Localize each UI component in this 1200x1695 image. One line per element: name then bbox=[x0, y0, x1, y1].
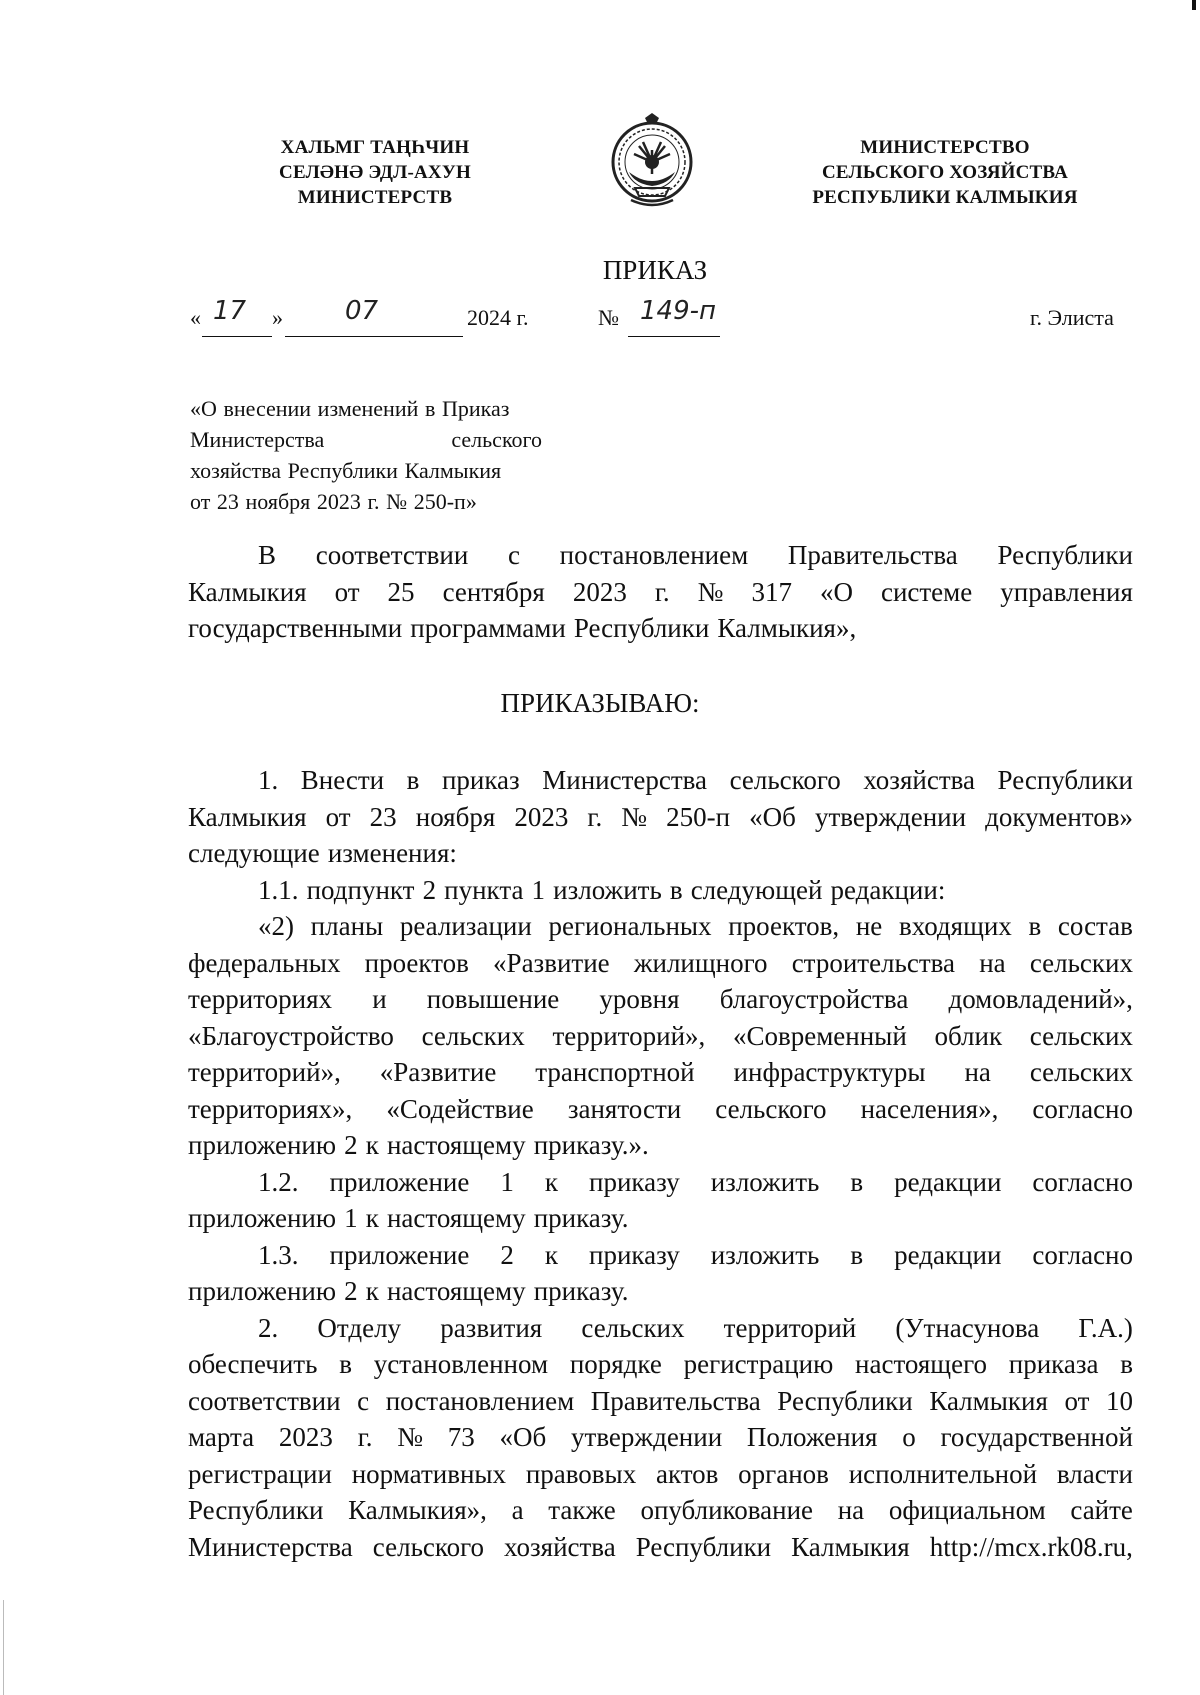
header-right-ministry-name bbox=[800, 135, 1090, 210]
body-line: «2) планы реализации региональных проектов, не входящих в состав bbox=[258, 911, 1133, 941]
header-right-line: СЕЛЬСКОГО ХОЗЯЙСТВА bbox=[821, 162, 1069, 183]
subject-line: Министерства сельского bbox=[190, 427, 542, 452]
date-month-handwritten: 07 bbox=[345, 296, 379, 326]
body-line: обеспечить в установленном порядке регистрацию настоящего приказа в bbox=[188, 1349, 1133, 1379]
body-line: 1. Внести в приказ Министерства сельского хозяйства Республики bbox=[258, 765, 1133, 795]
date-close-quote: » bbox=[272, 305, 283, 330]
scan-edge-line bbox=[3, 1600, 4, 1695]
header-left-line: СЕЛӘНӘ ЭДЛ-АХУН bbox=[279, 162, 471, 183]
preamble-line: В соответствии с постановлением Правительства Республики bbox=[258, 540, 1133, 570]
kalmykia-emblem-icon bbox=[609, 112, 695, 214]
body-line: Министерства сельского хозяйства Республики Калмыкия http://mcx.rk08.ru, bbox=[188, 1531, 1133, 1562]
body-line: 1.2. приложение 1 к приказу изложить в редакции согласно bbox=[258, 1166, 1133, 1197]
preamble bbox=[188, 537, 1133, 647]
header-left-line: ХАЛЬМГ ТАҢҺЧИН bbox=[280, 137, 470, 158]
body-line: территориях и повышение уровня благоустройства домовладений», bbox=[188, 984, 1133, 1014]
scan-edge-mark bbox=[1192, 0, 1196, 10]
subject-line: хозяйства Республики Калмыкия bbox=[190, 458, 502, 483]
order-body bbox=[188, 762, 1133, 1565]
body-line: регистрации нормативных правовых актов органов исполнительной власти bbox=[188, 1458, 1133, 1489]
body-line: федеральных проектов «Развитие жилищного строительства на сельских bbox=[188, 947, 1133, 978]
header-right-line: РЕСПУБЛИКИ КАЛМЫКИЯ bbox=[812, 187, 1078, 208]
body-line: 1.3. приложение 2 к приказу изложить в редакции согласно bbox=[258, 1239, 1133, 1270]
document-title: ПРИКАЗ bbox=[602, 255, 708, 285]
body-line: марта 2023 г. № 73 «Об утверждении Положения о государственной bbox=[188, 1422, 1133, 1452]
body-line: приложению 2 к настоящему приказу.». bbox=[188, 1130, 649, 1160]
subject-line: «О внесении изменений в Приказ bbox=[190, 396, 510, 421]
preamble-line: Калмыкия от 25 сентября 2023 г. № 317 «О системе управления bbox=[188, 576, 1133, 607]
date-day-handwritten: 17 bbox=[213, 296, 247, 326]
body-line: территориях», «Содействие занятости сельского населения», согласно bbox=[188, 1093, 1133, 1124]
subject-line: от 23 ноября 2023 г. № 250-п» bbox=[190, 489, 477, 514]
body-line: приложению 2 к настоящему приказу. bbox=[188, 1276, 629, 1306]
body-line: «Благоустройство сельских территорий», «Современный облик сельских bbox=[188, 1020, 1133, 1051]
body-line: Республики Калмыкия», а также опубликование на официальном сайте bbox=[188, 1495, 1133, 1525]
preamble-line: государственными программами Республики Калмыкия», bbox=[188, 613, 857, 643]
order-subject bbox=[190, 393, 542, 517]
city: г. Элиста bbox=[1030, 305, 1114, 330]
body-line: приложению 1 к настоящему приказу. bbox=[188, 1203, 629, 1233]
order-number-handwritten: 149-п bbox=[640, 296, 717, 326]
body-line: Калмыкия от 23 ноября 2023 г. № 250-п «Об утверждении документов» bbox=[188, 801, 1133, 832]
header-left-kalmyk-ministry bbox=[255, 135, 495, 210]
header-left-line: МИНИСТЕРСТВ bbox=[297, 187, 453, 208]
command-heading: ПРИКАЗЫВАЮ: bbox=[500, 688, 700, 718]
date-year: 2024 г. bbox=[467, 305, 529, 330]
date-open-quote: « bbox=[190, 305, 201, 330]
order-number-label: № bbox=[598, 305, 619, 330]
body-line: соответствии с постановлением Правительства Республики Калмыкия от 10 bbox=[188, 1385, 1133, 1416]
header-right-line: МИНИСТЕРСТВО bbox=[860, 137, 1030, 158]
body-line: территорий», «Развитие транспортной инфраструктуры на сельских bbox=[188, 1057, 1133, 1087]
body-line: 2. Отделу развития сельских территорий (Утнасунова Г.А.) bbox=[258, 1312, 1133, 1343]
body-line: следующие изменения: bbox=[188, 838, 457, 868]
body-line: 1.1. подпункт 2 пункта 1 изложить в следующей редакции: bbox=[258, 874, 946, 905]
